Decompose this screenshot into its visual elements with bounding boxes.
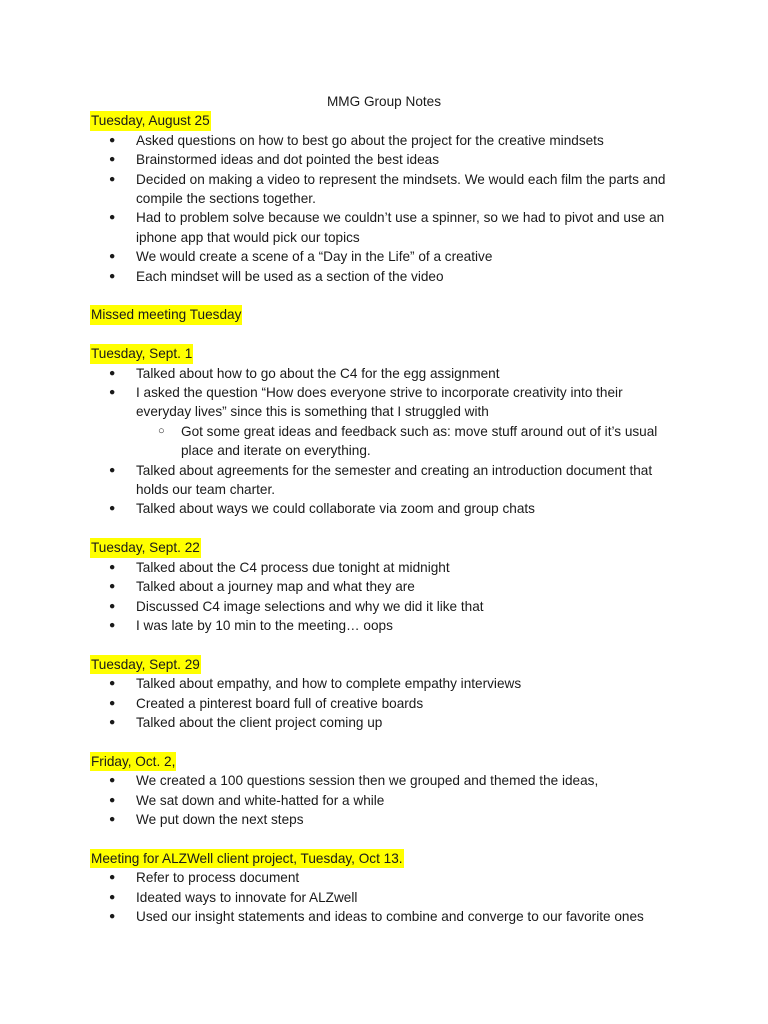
list-item: ● Each mindset will be used as a section of the video [136,267,678,286]
list-item: ● Created a pinterest board full of creative boards [136,694,678,713]
list-item: ● Brainstormed ideas and dot pointed the best ideas [136,150,678,169]
list-item: ● Had to problem solve because we couldn’t use a spinner, so we had to pivot and use an iphone app that would pick our topics [136,208,678,247]
section-heading: Tuesday, Sept. 29 [90,655,201,674]
bullet-list [90,558,678,636]
section-heading: Tuesday, August 25 [90,111,211,130]
bullet-list [90,868,678,926]
list-item: ● Talked about how to go about the C4 for the egg assignment [136,364,678,383]
list-item: ● I was late by 10 min to the meeting… oops [136,616,678,635]
section-sept-22 [90,538,678,635]
list-item: ● Talked about agreements for the semester and creating an introduction document that holds our team charter. [136,461,678,500]
list-item: ● We put down the next steps [136,810,678,829]
bullet-list [90,771,678,829]
list-item-text: I asked the question “How does everyone strive to incorporate creativity into their everyday lives” since this is something that I struggled with [136,385,623,420]
section-heading: Tuesday, Sept. 22 [90,538,201,557]
bullet-list [90,674,678,732]
list-item: ● Talked about ways we could collaborate via zoom and group chats [136,499,678,518]
list-item: ● Talked about a journey map and what they are [136,577,678,596]
sub-list-item: ○ Got some great ideas and feedback such as: move stuff around out of it’s usual place and iterate on everything. [181,422,678,461]
section-heading: Friday, Oct. 2, [90,752,176,771]
list-item: ● We would create a scene of a “Day in the Life” of a creative [136,247,678,266]
list-item: ● Used our insight statements and ideas to combine and converge to our favorite ones [136,907,678,926]
section-missed-meeting [90,305,678,324]
list-item: ● We sat down and white-hatted for a while [136,791,678,810]
section-heading: Meeting for ALZWell client project, Tuesday, Oct 13. [90,849,404,868]
section-sept-29 [90,655,678,733]
list-item: ● Decided on making a video to represent the mindsets. We would each film the parts and compile the sections together. [136,170,678,209]
document-title: MMG Group Notes [326,94,442,109]
list-item: ● Talked about the C4 process due tonight at midnight [136,558,678,577]
section-heading: Tuesday, Sept. 1 [90,344,193,363]
section-heading: Missed meeting Tuesday [90,305,242,324]
list-item: ● Talked about empathy, and how to complete empathy interviews [136,674,678,693]
bullet-list [90,364,678,519]
list-item: ● We created a 100 questions session then we grouped and themed the ideas, [136,771,678,790]
bullet-list [90,131,678,286]
list-item: ● Discussed C4 image selections and why we did it like that [136,597,678,616]
section-sept-1 [90,344,678,519]
section-aug-25 [90,111,678,286]
section-oct-13 [90,849,678,927]
list-item: ● Refer to process document [136,868,678,887]
list-item: ● Ideated ways to innovate for ALZwell [136,888,678,907]
sub-bullet-list [136,422,678,461]
list-item: ● Talked about the client project coming up [136,713,678,732]
section-oct-2 [90,752,678,830]
list-item [136,383,678,461]
list-item: ● Asked questions on how to best go about the project for the creative mindsets [136,131,678,150]
